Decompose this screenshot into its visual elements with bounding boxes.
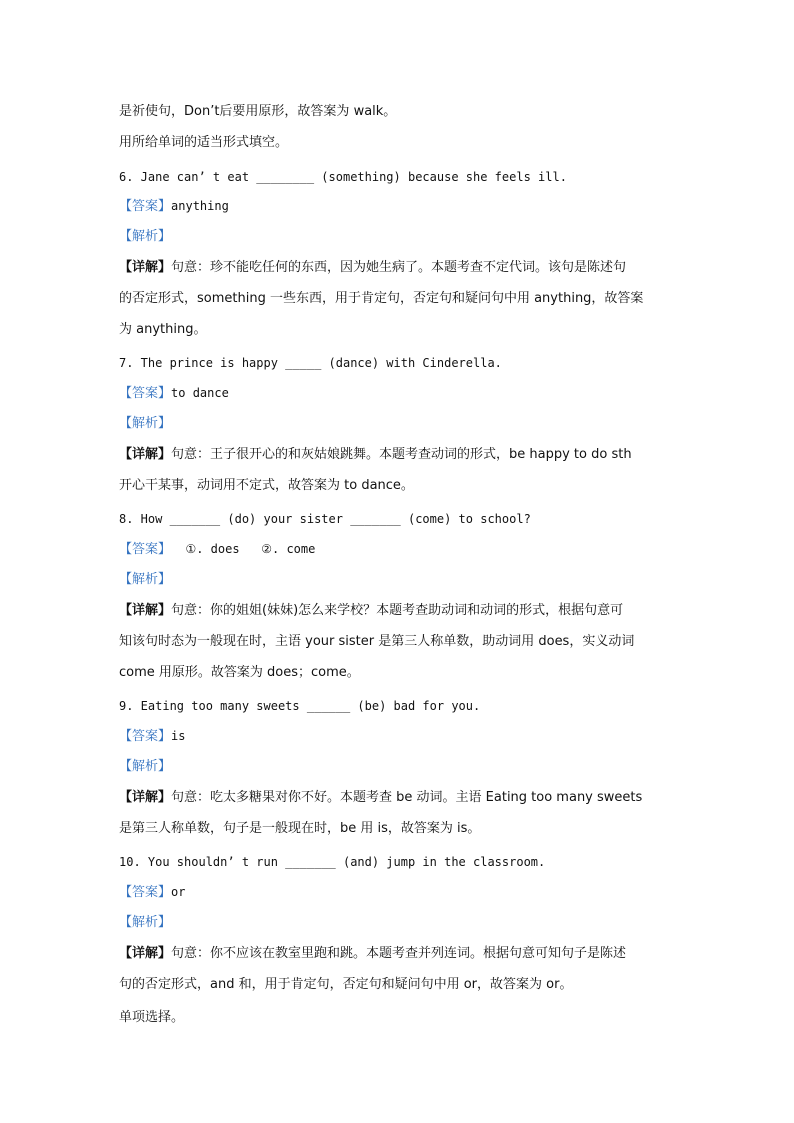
answer-tag: 【答案】	[119, 542, 172, 557]
detail-6-line-3: 为 anything。	[119, 322, 207, 337]
detail-text: 句意：珍不能吃任何的东西，因为她生病了。本题考查不定代词。该句是陈述句	[171, 260, 627, 275]
answer-text: anything	[171, 199, 229, 213]
detail-6-line-1	[119, 258, 679, 278]
answer-6	[119, 196, 679, 217]
analysis-tag-6: 【解析】	[119, 229, 172, 244]
analysis-tag-10: 【解析】	[119, 915, 172, 930]
answer-text: is	[171, 729, 186, 743]
answer-tag: 【答案】	[119, 386, 172, 401]
answer-text: to dance	[171, 386, 229, 400]
analysis-tag-9: 【解析】	[119, 759, 172, 774]
detail-8-line-1	[119, 601, 679, 621]
analysis-tag-8: 【解析】	[119, 572, 172, 587]
detail-7-line-1	[119, 445, 679, 465]
detail-tag: 【详解】	[119, 603, 172, 618]
section-heading: 单项选择。	[119, 1010, 185, 1025]
detail-text: 句意：王子很开心的和灰姑娘跳舞。本题考查动词的形式，be happy to do sth	[171, 447, 632, 462]
answer-tag: 【答案】	[119, 885, 172, 900]
detail-text: 句意：你不应该在教室里跑和跳。本题考查并列连词。根据句意可知句子是陈述	[171, 946, 627, 961]
detail-8-line-3: come 用原形。故答案为 does；come。	[119, 665, 360, 680]
question-8: 8. How _______ (do) your sister _______ (come) to school?	[119, 512, 531, 526]
answer-8	[119, 539, 679, 560]
answer-9	[119, 726, 679, 747]
answer-tag: 【答案】	[119, 729, 172, 744]
answer-10	[119, 882, 679, 903]
detail-10-line-1	[119, 944, 679, 964]
detail-tag: 【详解】	[119, 260, 172, 275]
question-7: 7. The prince is happy _____ (dance) with Cinderella.	[119, 356, 502, 370]
answer-text: or	[171, 885, 186, 899]
detail-tag: 【详解】	[119, 946, 172, 961]
detail-9-line-2: 是第三人称单数，句子是一般现在时，be 用 is，故答案为 is。	[119, 821, 481, 836]
detail-tag: 【详解】	[119, 447, 172, 462]
answer-tag: 【答案】	[119, 199, 172, 214]
question-10: 10. You shouldn’ t run _______ (and) jump in the classroom.	[119, 855, 546, 869]
detail-8-line-2: 知该句时态为一般现在时，主语 your sister 是第三人称单数，助动词用 does，实义动词	[119, 634, 635, 649]
answer-7	[119, 383, 679, 404]
detail-text: 句意：你的姐姐(妹妹)怎么来学校？本题考查助动词和动词的形式，根据句意可	[171, 603, 624, 618]
analysis-tag-7: 【解析】	[119, 416, 172, 431]
detail-9-line-1	[119, 788, 679, 808]
intro-line-1: 是祈使句，Don’t后要用原形，故答案为 walk。	[119, 104, 397, 119]
instruction-line: 用所给单词的适当形式填空。	[119, 135, 289, 150]
detail-6-line-2: 的否定形式，something 一些东西，用于肯定句，否定句和疑问句中用 anything，故答案	[119, 291, 644, 306]
detail-7-line-2: 开心干某事，动词用不定式，故答案为 to dance。	[119, 478, 414, 493]
question-9: 9. Eating too many sweets ______ (be) bad for you.	[119, 699, 481, 713]
detail-tag: 【详解】	[119, 790, 172, 805]
question-6: 6. Jane can’ t eat ________ (something) because she feels ill.	[119, 170, 567, 184]
answer-text: ①. does ②. come	[171, 542, 316, 556]
detail-text: 句意：吃太多糖果对你不好。本题考查 be 动词。主语 Eating too many sweets	[171, 790, 643, 805]
detail-10-line-2: 句的否定形式，and 和，用于肯定句，否定句和疑问句中用 or，故答案为 or。	[119, 977, 573, 992]
